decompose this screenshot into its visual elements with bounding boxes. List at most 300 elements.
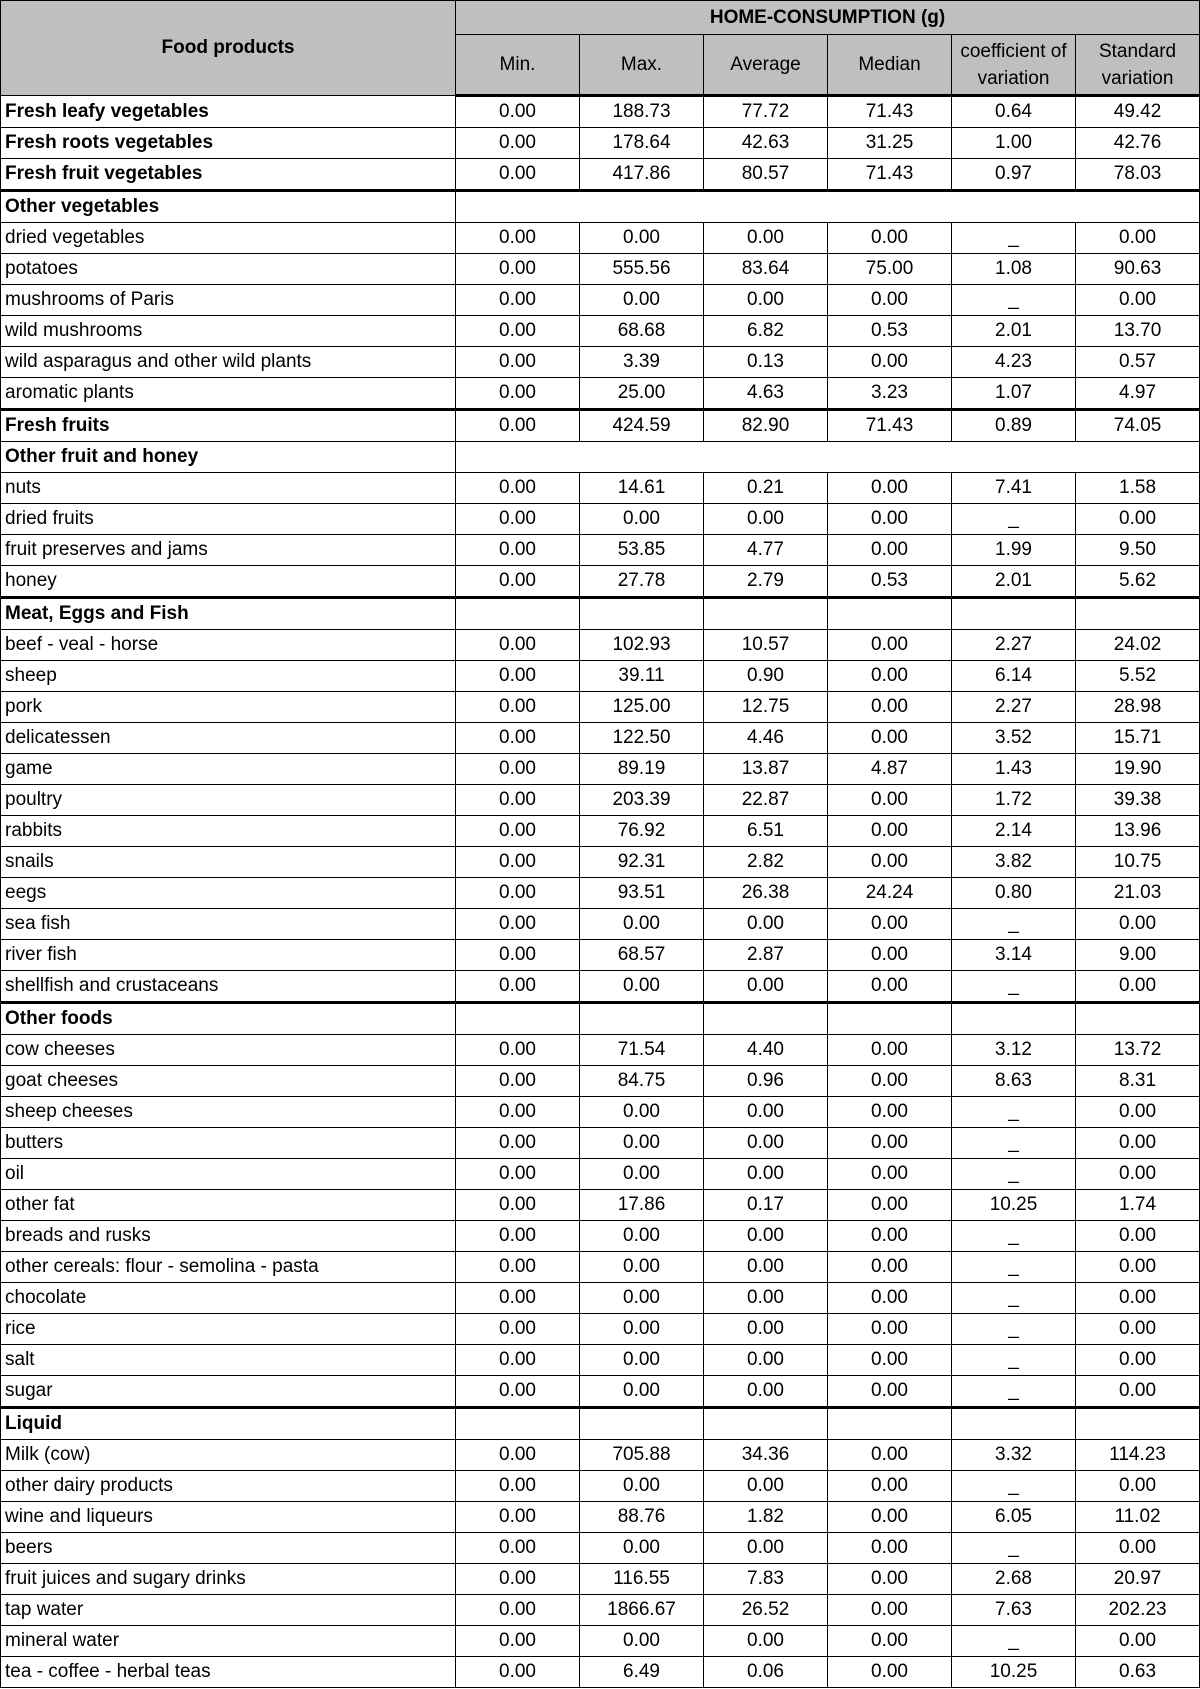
cell-min: 0.00 [456, 754, 580, 785]
column-header-standard-variation: Standard variation [1076, 35, 1200, 96]
food-name: snails [1, 847, 456, 878]
cell-standard-variation: 24.02 [1076, 630, 1200, 661]
table-row [1, 630, 1200, 661]
cell-average: 0.00 [704, 1471, 828, 1502]
category-name: Fresh roots vegetables [1, 128, 456, 159]
food-name: goat cheeses [1, 1066, 456, 1097]
cell-standard-variation: 11.02 [1076, 1502, 1200, 1533]
cell-max: 705.88 [580, 1440, 704, 1471]
cell-coefficient-of-variation: 1.07 [952, 378, 1076, 410]
cell-max: 3.39 [580, 347, 704, 378]
cell-median: 0.00 [828, 285, 952, 316]
cell-coefficient-of-variation: 2.68 [952, 1564, 1076, 1595]
cell-min: 0.00 [456, 1502, 580, 1533]
cell-coefficient-of-variation: 4.23 [952, 347, 1076, 378]
cell-min: 0.00 [456, 1595, 580, 1626]
cell-min: 0.00 [456, 1440, 580, 1471]
cell-coefficient-of-variation: 3.14 [952, 940, 1076, 971]
table-row [1, 1066, 1200, 1097]
cell-coefficient-of-variation: 10.25 [952, 1657, 1076, 1688]
cell-average: 2.82 [704, 847, 828, 878]
cell-min: 0.00 [456, 535, 580, 566]
food-name: delicatessen [1, 723, 456, 754]
cell-max: 122.50 [580, 723, 704, 754]
cell-min: 0.00 [456, 1190, 580, 1221]
cell-min: 0.00 [456, 661, 580, 692]
cell-average: 83.64 [704, 254, 828, 285]
cell-average: 0.00 [704, 1533, 828, 1564]
food-name: eegs [1, 878, 456, 909]
cell-median: 0.00 [828, 630, 952, 661]
cell-average: 2.87 [704, 940, 828, 971]
cell-max: 0.00 [580, 971, 704, 1003]
cell-average: 0.90 [704, 661, 828, 692]
food-name: potatoes [1, 254, 456, 285]
category-row [1, 128, 1200, 159]
cell-coefficient-of-variation: 1.00 [952, 128, 1076, 159]
cell-coefficient-of-variation: 0.80 [952, 878, 1076, 909]
cell-max: 0.00 [580, 285, 704, 316]
food-name: butters [1, 1128, 456, 1159]
table-row [1, 816, 1200, 847]
cell-min: 0.00 [456, 347, 580, 378]
table-row [1, 1252, 1200, 1283]
cell-min: 0.00 [456, 1159, 580, 1190]
cell-coefficient-of-variation: _ [952, 1376, 1076, 1408]
cell-median: 0.00 [828, 1252, 952, 1283]
cell-coefficient-of-variation [952, 1003, 1076, 1035]
table-row [1, 1283, 1200, 1314]
cell-min: 0.00 [456, 1564, 580, 1595]
cell-min: 0.00 [456, 723, 580, 754]
cell-standard-variation: 42.76 [1076, 128, 1200, 159]
cell-min: 0.00 [456, 316, 580, 347]
cell-max: 203.39 [580, 785, 704, 816]
cell-median: 0.00 [828, 940, 952, 971]
cell-median [828, 1408, 952, 1440]
cell-max [580, 598, 704, 630]
cell-max: 25.00 [580, 378, 704, 410]
food-name: poultry [1, 785, 456, 816]
cell-max: 0.00 [580, 1128, 704, 1159]
cell-median: 0.00 [828, 971, 952, 1003]
cell-min: 0.00 [456, 1221, 580, 1252]
cell-standard-variation: 8.31 [1076, 1066, 1200, 1097]
cell-max: 39.11 [580, 661, 704, 692]
cell-coefficient-of-variation: 0.97 [952, 159, 1076, 191]
cell-coefficient-of-variation: _ [952, 1097, 1076, 1128]
table-row [1, 473, 1200, 504]
cell-standard-variation: 0.00 [1076, 1252, 1200, 1283]
cell-median: 0.00 [828, 1283, 952, 1314]
cell-max: 68.68 [580, 316, 704, 347]
food-name: breads and rusks [1, 1221, 456, 1252]
cell-median: 0.00 [828, 816, 952, 847]
table-row [1, 723, 1200, 754]
cell-average: 6.82 [704, 316, 828, 347]
food-name: pork [1, 692, 456, 723]
category-name: Fresh fruit vegetables [1, 159, 456, 191]
cell-min: 0.00 [456, 909, 580, 940]
table-row [1, 285, 1200, 316]
food-products-header: Food products [1, 1, 456, 96]
cell-min: 0.00 [456, 1283, 580, 1314]
cell-standard-variation: 0.63 [1076, 1657, 1200, 1688]
cell-max [580, 1408, 704, 1440]
table-row [1, 1564, 1200, 1595]
cell-median: 0.00 [828, 785, 952, 816]
food-name: sea fish [1, 909, 456, 940]
cell-average: 1.82 [704, 1502, 828, 1533]
cell-standard-variation: 15.71 [1076, 723, 1200, 754]
cell-average: 13.87 [704, 754, 828, 785]
cell-standard-variation: 0.00 [1076, 971, 1200, 1003]
cell-standard-variation: 0.00 [1076, 1314, 1200, 1345]
cell-average: 80.57 [704, 159, 828, 191]
cell-median: 0.00 [828, 1564, 952, 1595]
table-row [1, 1533, 1200, 1564]
cell-standard-variation: 9.50 [1076, 535, 1200, 566]
cell-coefficient-of-variation: _ [952, 1128, 1076, 1159]
food-name: tea - coffee - herbal teas [1, 1657, 456, 1688]
food-name: dried vegetables [1, 223, 456, 254]
cell-standard-variation: 0.00 [1076, 1159, 1200, 1190]
cell-average: 4.77 [704, 535, 828, 566]
food-name: fruit juices and sugary drinks [1, 1564, 456, 1595]
cell-standard-variation: 0.00 [1076, 1376, 1200, 1408]
cell-standard-variation: 13.96 [1076, 816, 1200, 847]
cell-average: 0.00 [704, 223, 828, 254]
cell-median: 75.00 [828, 254, 952, 285]
cell-min: 0.00 [456, 254, 580, 285]
cell-average: 2.79 [704, 566, 828, 598]
cell-max: 0.00 [580, 504, 704, 535]
cell-standard-variation: 13.72 [1076, 1035, 1200, 1066]
cell-coefficient-of-variation [952, 598, 1076, 630]
cell-median: 71.43 [828, 96, 952, 128]
table-row [1, 1314, 1200, 1345]
cell-max: 125.00 [580, 692, 704, 723]
cell-min: 0.00 [456, 940, 580, 971]
food-name: river fish [1, 940, 456, 971]
cell-coefficient-of-variation: _ [952, 1221, 1076, 1252]
cell-coefficient-of-variation: 3.12 [952, 1035, 1076, 1066]
cell-coefficient-of-variation: _ [952, 1314, 1076, 1345]
cell-min: 0.00 [456, 692, 580, 723]
cell-coefficient-of-variation: 8.63 [952, 1066, 1076, 1097]
cell-standard-variation [1076, 1408, 1200, 1440]
cell-standard-variation: 0.00 [1076, 1533, 1200, 1564]
cell-average: 0.00 [704, 1097, 828, 1128]
table-row [1, 223, 1200, 254]
cell-min: 0.00 [456, 504, 580, 535]
cell-average: 22.87 [704, 785, 828, 816]
cell-median: 0.00 [828, 1376, 952, 1408]
cell-median [828, 1003, 952, 1035]
cell-median [828, 598, 952, 630]
table-row [1, 1595, 1200, 1626]
cell-average [704, 598, 828, 630]
table-row [1, 754, 1200, 785]
cell-min: 0.00 [456, 1097, 580, 1128]
cell-average: 26.38 [704, 878, 828, 909]
cell-standard-variation: 114.23 [1076, 1440, 1200, 1471]
cell-standard-variation: 10.75 [1076, 847, 1200, 878]
column-header-min: Min. [456, 35, 580, 96]
cell-min: 0.00 [456, 1128, 580, 1159]
cell-median: 24.24 [828, 878, 952, 909]
cell-max: 0.00 [580, 1283, 704, 1314]
food-name: salt [1, 1345, 456, 1376]
category-name: Other vegetables [1, 191, 456, 223]
cell-average [704, 1003, 828, 1035]
cell-standard-variation: 90.63 [1076, 254, 1200, 285]
cell-average: 0.00 [704, 504, 828, 535]
cell-average: 0.00 [704, 1252, 828, 1283]
table-row [1, 1626, 1200, 1657]
cell-min: 0.00 [456, 1252, 580, 1283]
food-name: other fat [1, 1190, 456, 1221]
cell-min: 0.00 [456, 630, 580, 661]
column-header-median: Median [828, 35, 952, 96]
cell-max: 14.61 [580, 473, 704, 504]
cell-max: 6.49 [580, 1657, 704, 1688]
cell-coefficient-of-variation: _ [952, 971, 1076, 1003]
cell-min: 0.00 [456, 1066, 580, 1097]
cell-median: 0.00 [828, 661, 952, 692]
cell-standard-variation: 0.00 [1076, 1128, 1200, 1159]
cell-median: 0.00 [828, 473, 952, 504]
table-row [1, 785, 1200, 816]
cell-standard-variation: 4.97 [1076, 378, 1200, 410]
cell-average: 0.00 [704, 1283, 828, 1314]
cell-median: 0.00 [828, 1128, 952, 1159]
cell-median: 0.00 [828, 1345, 952, 1376]
cell-average: 0.00 [704, 909, 828, 940]
food-name: other dairy products [1, 1471, 456, 1502]
cell-coefficient-of-variation: 6.05 [952, 1502, 1076, 1533]
cell-median: 0.00 [828, 1595, 952, 1626]
food-name: shellfish and crustaceans [1, 971, 456, 1003]
cell-coefficient-of-variation: _ [952, 504, 1076, 535]
food-name: wild mushrooms [1, 316, 456, 347]
cell-standard-variation [1076, 1003, 1200, 1035]
category-row [1, 598, 1200, 630]
cell-min: 0.00 [456, 285, 580, 316]
table-row [1, 971, 1200, 1003]
cell-median: 0.53 [828, 316, 952, 347]
cell-average: 0.00 [704, 971, 828, 1003]
cell-median: 0.00 [828, 692, 952, 723]
table-row [1, 1657, 1200, 1688]
cell-average: 0.21 [704, 473, 828, 504]
column-header-coefficient-of-variation: coefficient of variation [952, 35, 1076, 96]
category-name: Fresh leafy vegetables [1, 96, 456, 128]
cell-standard-variation: 0.00 [1076, 1097, 1200, 1128]
cell-coefficient-of-variation: 3.52 [952, 723, 1076, 754]
cell-standard-variation: 1.58 [1076, 473, 1200, 504]
food-name: mushrooms of Paris [1, 285, 456, 316]
food-name: honey [1, 566, 456, 598]
table-body [1, 96, 1200, 1688]
category-row [1, 1408, 1200, 1440]
cell-coefficient-of-variation: _ [952, 285, 1076, 316]
cell-max: 17.86 [580, 1190, 704, 1221]
cell-average: 0.06 [704, 1657, 828, 1688]
cell-coefficient-of-variation: 2.01 [952, 566, 1076, 598]
table-row [1, 1097, 1200, 1128]
cell-min: 0.00 [456, 1657, 580, 1688]
food-name: other cereals: flour - semolina - pasta [1, 1252, 456, 1283]
cell-coefficient-of-variation: 1.43 [952, 754, 1076, 785]
cell-coefficient-of-variation: 2.14 [952, 816, 1076, 847]
cell-min: 0.00 [456, 96, 580, 128]
cell-max: 84.75 [580, 1066, 704, 1097]
cell-max: 0.00 [580, 1159, 704, 1190]
cell-max: 1866.67 [580, 1595, 704, 1626]
cell-median: 0.00 [828, 1502, 952, 1533]
cell-average: 0.96 [704, 1066, 828, 1097]
cell-average: 0.00 [704, 1128, 828, 1159]
category-row [1, 159, 1200, 191]
cell-standard-variation: 0.57 [1076, 347, 1200, 378]
cell-max: 27.78 [580, 566, 704, 598]
cell-max: 417.86 [580, 159, 704, 191]
cell-min: 0.00 [456, 1533, 580, 1564]
cell-median: 0.00 [828, 1657, 952, 1688]
cell-min: 0.00 [456, 473, 580, 504]
cell-max: 0.00 [580, 1533, 704, 1564]
table-row [1, 504, 1200, 535]
cell-max: 102.93 [580, 630, 704, 661]
table-row [1, 1471, 1200, 1502]
cell-median: 71.43 [828, 410, 952, 442]
cell-median: 0.00 [828, 1221, 952, 1252]
food-name: wild asparagus and other wild plants [1, 347, 456, 378]
cell-standard-variation: 0.00 [1076, 223, 1200, 254]
cell-standard-variation: 20.97 [1076, 1564, 1200, 1595]
cell-max: 188.73 [580, 96, 704, 128]
cell-average: 0.00 [704, 285, 828, 316]
cell-median: 0.00 [828, 1626, 952, 1657]
cell-max: 71.54 [580, 1035, 704, 1066]
category-row [1, 410, 1200, 442]
cell-coefficient-of-variation: _ [952, 909, 1076, 940]
cell-average: 7.83 [704, 1564, 828, 1595]
cell-standard-variation: 0.00 [1076, 1626, 1200, 1657]
cell-max: 0.00 [580, 1314, 704, 1345]
table-row [1, 1035, 1200, 1066]
cell-max: 53.85 [580, 535, 704, 566]
cell-average: 0.00 [704, 1314, 828, 1345]
cell-median: 0.00 [828, 909, 952, 940]
table-row [1, 1345, 1200, 1376]
cell-coefficient-of-variation: 6.14 [952, 661, 1076, 692]
category-spacer [456, 191, 1200, 223]
table-row [1, 1159, 1200, 1190]
column-header-max: Max. [580, 35, 704, 96]
cell-average: 0.13 [704, 347, 828, 378]
cell-standard-variation: 13.70 [1076, 316, 1200, 347]
cell-standard-variation: 0.00 [1076, 1283, 1200, 1314]
food-name: dried fruits [1, 504, 456, 535]
food-name: tap water [1, 1595, 456, 1626]
cell-min: 0.00 [456, 816, 580, 847]
category-row [1, 1003, 1200, 1035]
cell-median: 0.00 [828, 1190, 952, 1221]
cell-average: 0.00 [704, 1159, 828, 1190]
category-name: Fresh fruits [1, 410, 456, 442]
cell-average: 4.63 [704, 378, 828, 410]
cell-median: 0.53 [828, 566, 952, 598]
food-name: game [1, 754, 456, 785]
cell-standard-variation: 5.62 [1076, 566, 1200, 598]
cell-coefficient-of-variation: 1.08 [952, 254, 1076, 285]
cell-min [456, 598, 580, 630]
cell-max: 76.92 [580, 816, 704, 847]
cell-median: 0.00 [828, 347, 952, 378]
cell-max: 93.51 [580, 878, 704, 909]
cell-average: 4.46 [704, 723, 828, 754]
cell-min: 0.00 [456, 1376, 580, 1408]
home-consumption-header: HOME-CONSUMPTION (g) [456, 1, 1200, 35]
cell-median: 0.00 [828, 1533, 952, 1564]
cell-average: 6.51 [704, 816, 828, 847]
cell-standard-variation: 0.00 [1076, 504, 1200, 535]
cell-standard-variation: 21.03 [1076, 878, 1200, 909]
food-name: sheep [1, 661, 456, 692]
cell-average: 34.36 [704, 1440, 828, 1471]
food-name: wine and liqueurs [1, 1502, 456, 1533]
cell-average: 26.52 [704, 1595, 828, 1626]
cell-coefficient-of-variation: _ [952, 1252, 1076, 1283]
table-row [1, 566, 1200, 598]
cell-standard-variation: 0.00 [1076, 1221, 1200, 1252]
cell-median: 4.87 [828, 754, 952, 785]
cell-standard-variation: 1.74 [1076, 1190, 1200, 1221]
food-name: fruit preserves and jams [1, 535, 456, 566]
cell-standard-variation: 0.00 [1076, 909, 1200, 940]
table-row [1, 347, 1200, 378]
table-row [1, 909, 1200, 940]
cell-average: 77.72 [704, 96, 828, 128]
cell-median: 71.43 [828, 159, 952, 191]
cell-min: 0.00 [456, 847, 580, 878]
cell-min: 0.00 [456, 378, 580, 410]
cell-standard-variation: 39.38 [1076, 785, 1200, 816]
cell-max: 92.31 [580, 847, 704, 878]
cell-median: 0.00 [828, 1159, 952, 1190]
cell-coefficient-of-variation: 0.64 [952, 96, 1076, 128]
cell-min: 0.00 [456, 223, 580, 254]
food-name: cow cheeses [1, 1035, 456, 1066]
food-name: Milk (cow) [1, 1440, 456, 1471]
cell-standard-variation: 9.00 [1076, 940, 1200, 971]
category-row [1, 442, 1200, 473]
cell-min: 0.00 [456, 566, 580, 598]
cell-standard-variation: 0.00 [1076, 1345, 1200, 1376]
cell-min: 0.00 [456, 971, 580, 1003]
cell-average: 42.63 [704, 128, 828, 159]
cell-median: 0.00 [828, 504, 952, 535]
cell-coefficient-of-variation: _ [952, 1533, 1076, 1564]
cell-coefficient-of-variation: 7.63 [952, 1595, 1076, 1626]
table-row [1, 316, 1200, 347]
table-row [1, 254, 1200, 285]
cell-coefficient-of-variation: _ [952, 1159, 1076, 1190]
cell-standard-variation: 0.00 [1076, 1471, 1200, 1502]
cell-standard-variation: 78.03 [1076, 159, 1200, 191]
